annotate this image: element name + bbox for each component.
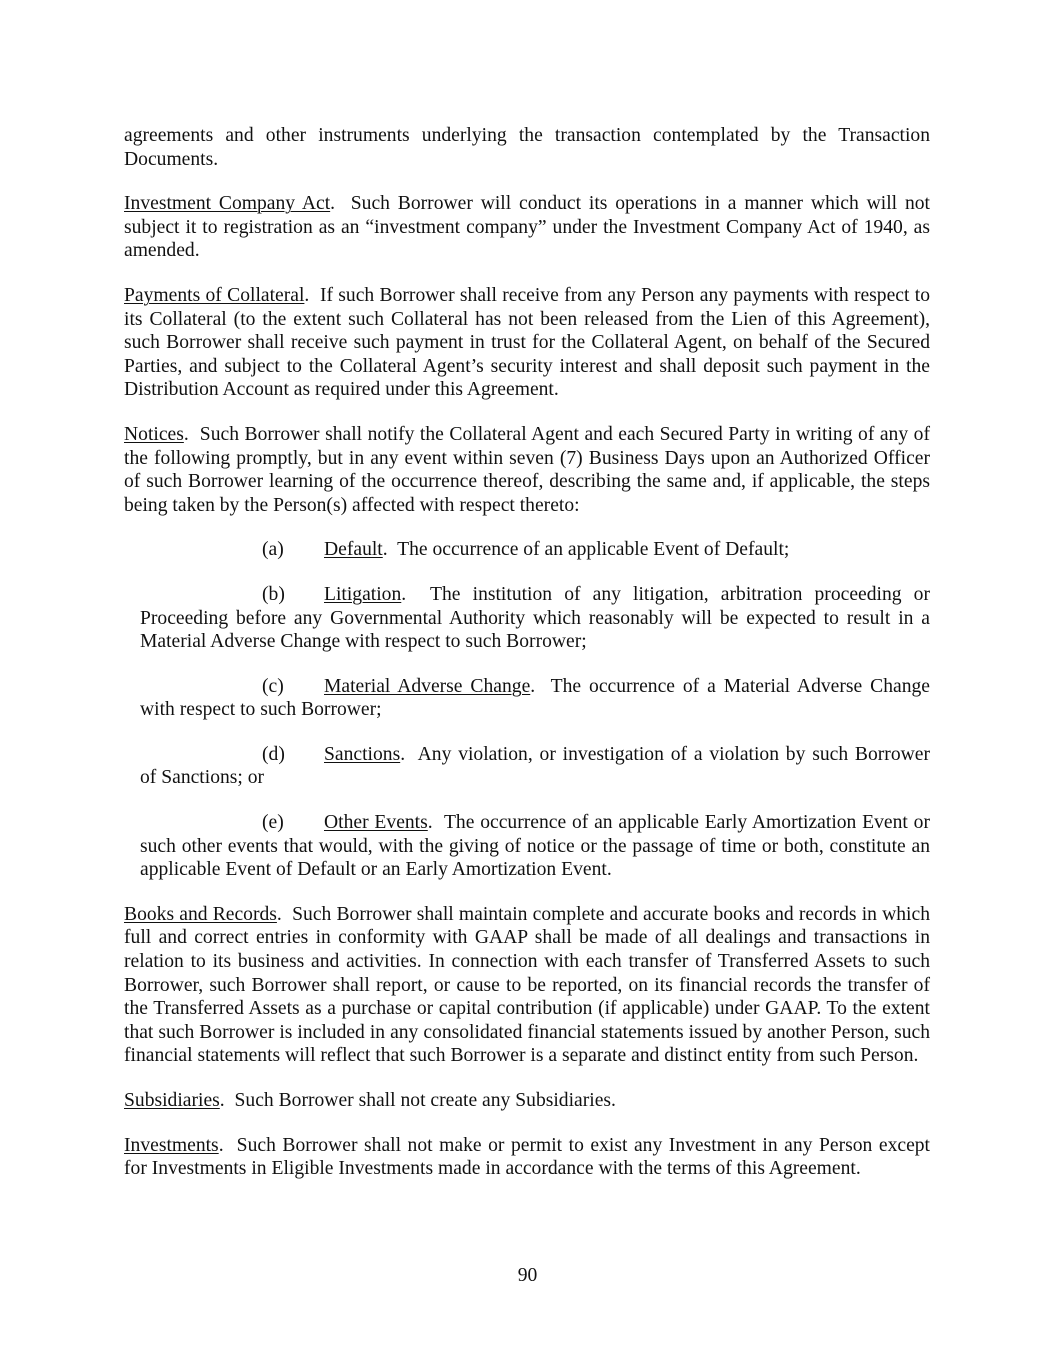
item-body: The institution of any litigation, arbitration proceeding or Proceeding before any Governmental Authority which reasonably will be expected to result in a Material Adverse Change with respect to such Borrower; <box>140 583 930 653</box>
section-body: Such Borrower shall maintain complete and accurate books and records in which full and correct entries in conformity with GAAP shall be made of all dealings and transactions in relation to its business and activities. In connection with each transfer of Transferred Assets to such Borrower, such Borrower shall report, or cause to be reported, on its financial records the transfer of the Transferred Assets as a purchase or capital contribution (if applicable) under GAAP. To the extent that such Borrower is included in any consolidated financial statements issued by another Person, such financial statements will reflect that such Borrower is a separate and distinct entity from such Person. <box>124 903 930 1067</box>
section-investments: Investments. Such Borrower shall not make or permit to exist any Investment in any Person except for Investments in Eligible Investments made in accordance with the terms of this Agreement. <box>124 1134 931 1180</box>
notice-item-litigation: (b) Litigation. The institution of any litigation, arbitration proceeding or Proceeding before any Governmental Authority which reasonably will be expected to result in a Material Adverse Change with respect to such Borrower; <box>140 583 930 653</box>
section-body: Such Borrower shall notify the Collateral Agent and each Secured Party in writing of any of the following promptly, but in any event within seven (7) Business Days upon an Authorized Officer of such Borrower learning of the occurrence thereof, describing the same and, if applicable, the steps being taken by the Person(s) affected with respect thereto: <box>124 423 930 516</box>
section-subsidiaries: Subsidiaries. Such Borrower shall not create any Subsidiaries. <box>124 1090 616 1111</box>
intro-paragraph <box>124 124 930 171</box>
notice-item-material-adverse-change: (c) Material Adverse Change. The occurrence of a Material Adverse Change with respect to such Borrower; <box>140 675 930 721</box>
item-heading: Sanctions <box>324 743 401 765</box>
section-body: If such Borrower shall receive from any Person any payments with respect to its Collateral (to the extent such Collateral has not been released from the Lien of this Agreement), such Borrower shall receive such payment in trust for the Collateral Agent, on behalf of the Secured Parties, and subject to the Collateral Agent’s security interest and shall deposit such payment in the Distribution Account as required under this Agreement. <box>124 284 930 401</box>
item-heading: Material Adverse Change <box>324 675 531 697</box>
item-body: The occurrence of an applicable Event of Default; <box>397 539 790 561</box>
section-heading: Payments of Collateral <box>124 284 305 306</box>
item-body: The occurrence of a Material Adverse Change with respect to such Borrower; <box>140 675 930 721</box>
item-body: Any violation, or investigation of a violation by such Borrower of Sanctions; or <box>140 743 930 789</box>
intro-text: agreements and other instruments underlying the transaction contemplated by the Transaction Documents. <box>124 125 930 170</box>
section-heading: Subsidiaries <box>124 1090 220 1111</box>
section-body: Such Borrower shall not make or permit to exist any Investment in any Person except for Investments in Eligible Investments made in accordance with the terms of this Agreement. <box>124 1134 931 1180</box>
section-body: Such Borrower shall not create any Subsidiaries. <box>234 1090 616 1111</box>
item-label: (b) <box>262 583 285 605</box>
section-heading: Investments <box>124 1134 219 1156</box>
page-number: 90 <box>517 1265 538 1286</box>
item-label: (a) <box>262 539 284 561</box>
item-heading: Default <box>324 539 383 561</box>
section-body: Such Borrower will conduct its operations in a manner which will not subject it to registration as an “investment company” under the Investment Company Act of 1940, as amended. <box>124 193 931 262</box>
item-label: (d) <box>262 743 285 765</box>
section-payments-of-collateral: Payments of Collateral. If such Borrower shall receive from any Person any payments with respect to its Collateral (to the extent such Collateral has not been released from the Lien of this Agreement), such Borrower shall receive such payment in trust for the Collateral Agent, on behalf of the Secured Parties, and subject to the Collateral Agent’s security interest and shall deposit such payment in the Distribution Account as required under this Agreement. <box>124 284 930 401</box>
item-heading: Litigation <box>324 583 402 605</box>
section-heading: Notices <box>124 423 184 445</box>
document-body <box>124 124 930 1202</box>
section-notices: Notices. Such Borrower shall notify the Collateral Agent and each Secured Party in writing of any of the following promptly, but in any event within seven (7) Business Days upon an Authorized Officer of such Borrower learning of the occurrence thereof, describing the same and, if applicable, the steps being taken by the Person(s) affected with respect thereto: <box>124 423 930 516</box>
section-investment-company-act: Investment Company Act. Such Borrower will conduct its operations in a manner which will not subject it to registration as an “investment company” under the Investment Company Act of 1940, as amended. <box>124 193 931 262</box>
section-heading: Books and Records <box>124 903 277 925</box>
item-body: The occurrence of an applicable Early Amortization Event or such other events that would, with the giving of notice or the passage of time or both, constitute an applicable Event of Default or an Early Amortization Event. <box>140 812 931 881</box>
section-books-and-records: Books and Records. Such Borrower shall maintain complete and accurate books and records in which full and correct entries in conformity with GAAP shall be made of all dealings and transactions in relation to its business and activities. In connection with each transfer of Transferred Assets to such Borrower, such Borrower shall report, or cause to be reported, on its financial records the transfer of the Transferred Assets as a purchase or capital contribution (if applicable) under GAAP. To the extent that such Borrower is included in any consolidated financial statements issued by another Person, such financial statements will reflect that such Borrower is a separate and distinct entity from such Person. <box>124 903 930 1067</box>
section-heading: Investment Company Act <box>124 193 331 215</box>
item-label: (c) <box>262 675 284 697</box>
notice-item-default: (a) Default. The occurrence of an applicable Event of Default; <box>262 539 790 561</box>
notice-item-other-events: (e) Other Events. The occurrence of an applicable Early Amortization Event or such other events that would, with the giving of notice or the passage of time or both, constitute an applicable Event of Default or an Early Amortization Event. <box>140 812 931 881</box>
notice-item-sanctions: (d) Sanctions. Any violation, or investigation of a violation by such Borrower of Sanctions; or <box>140 743 930 789</box>
item-heading: Other Events <box>324 812 428 834</box>
item-label: (e) <box>262 812 284 834</box>
